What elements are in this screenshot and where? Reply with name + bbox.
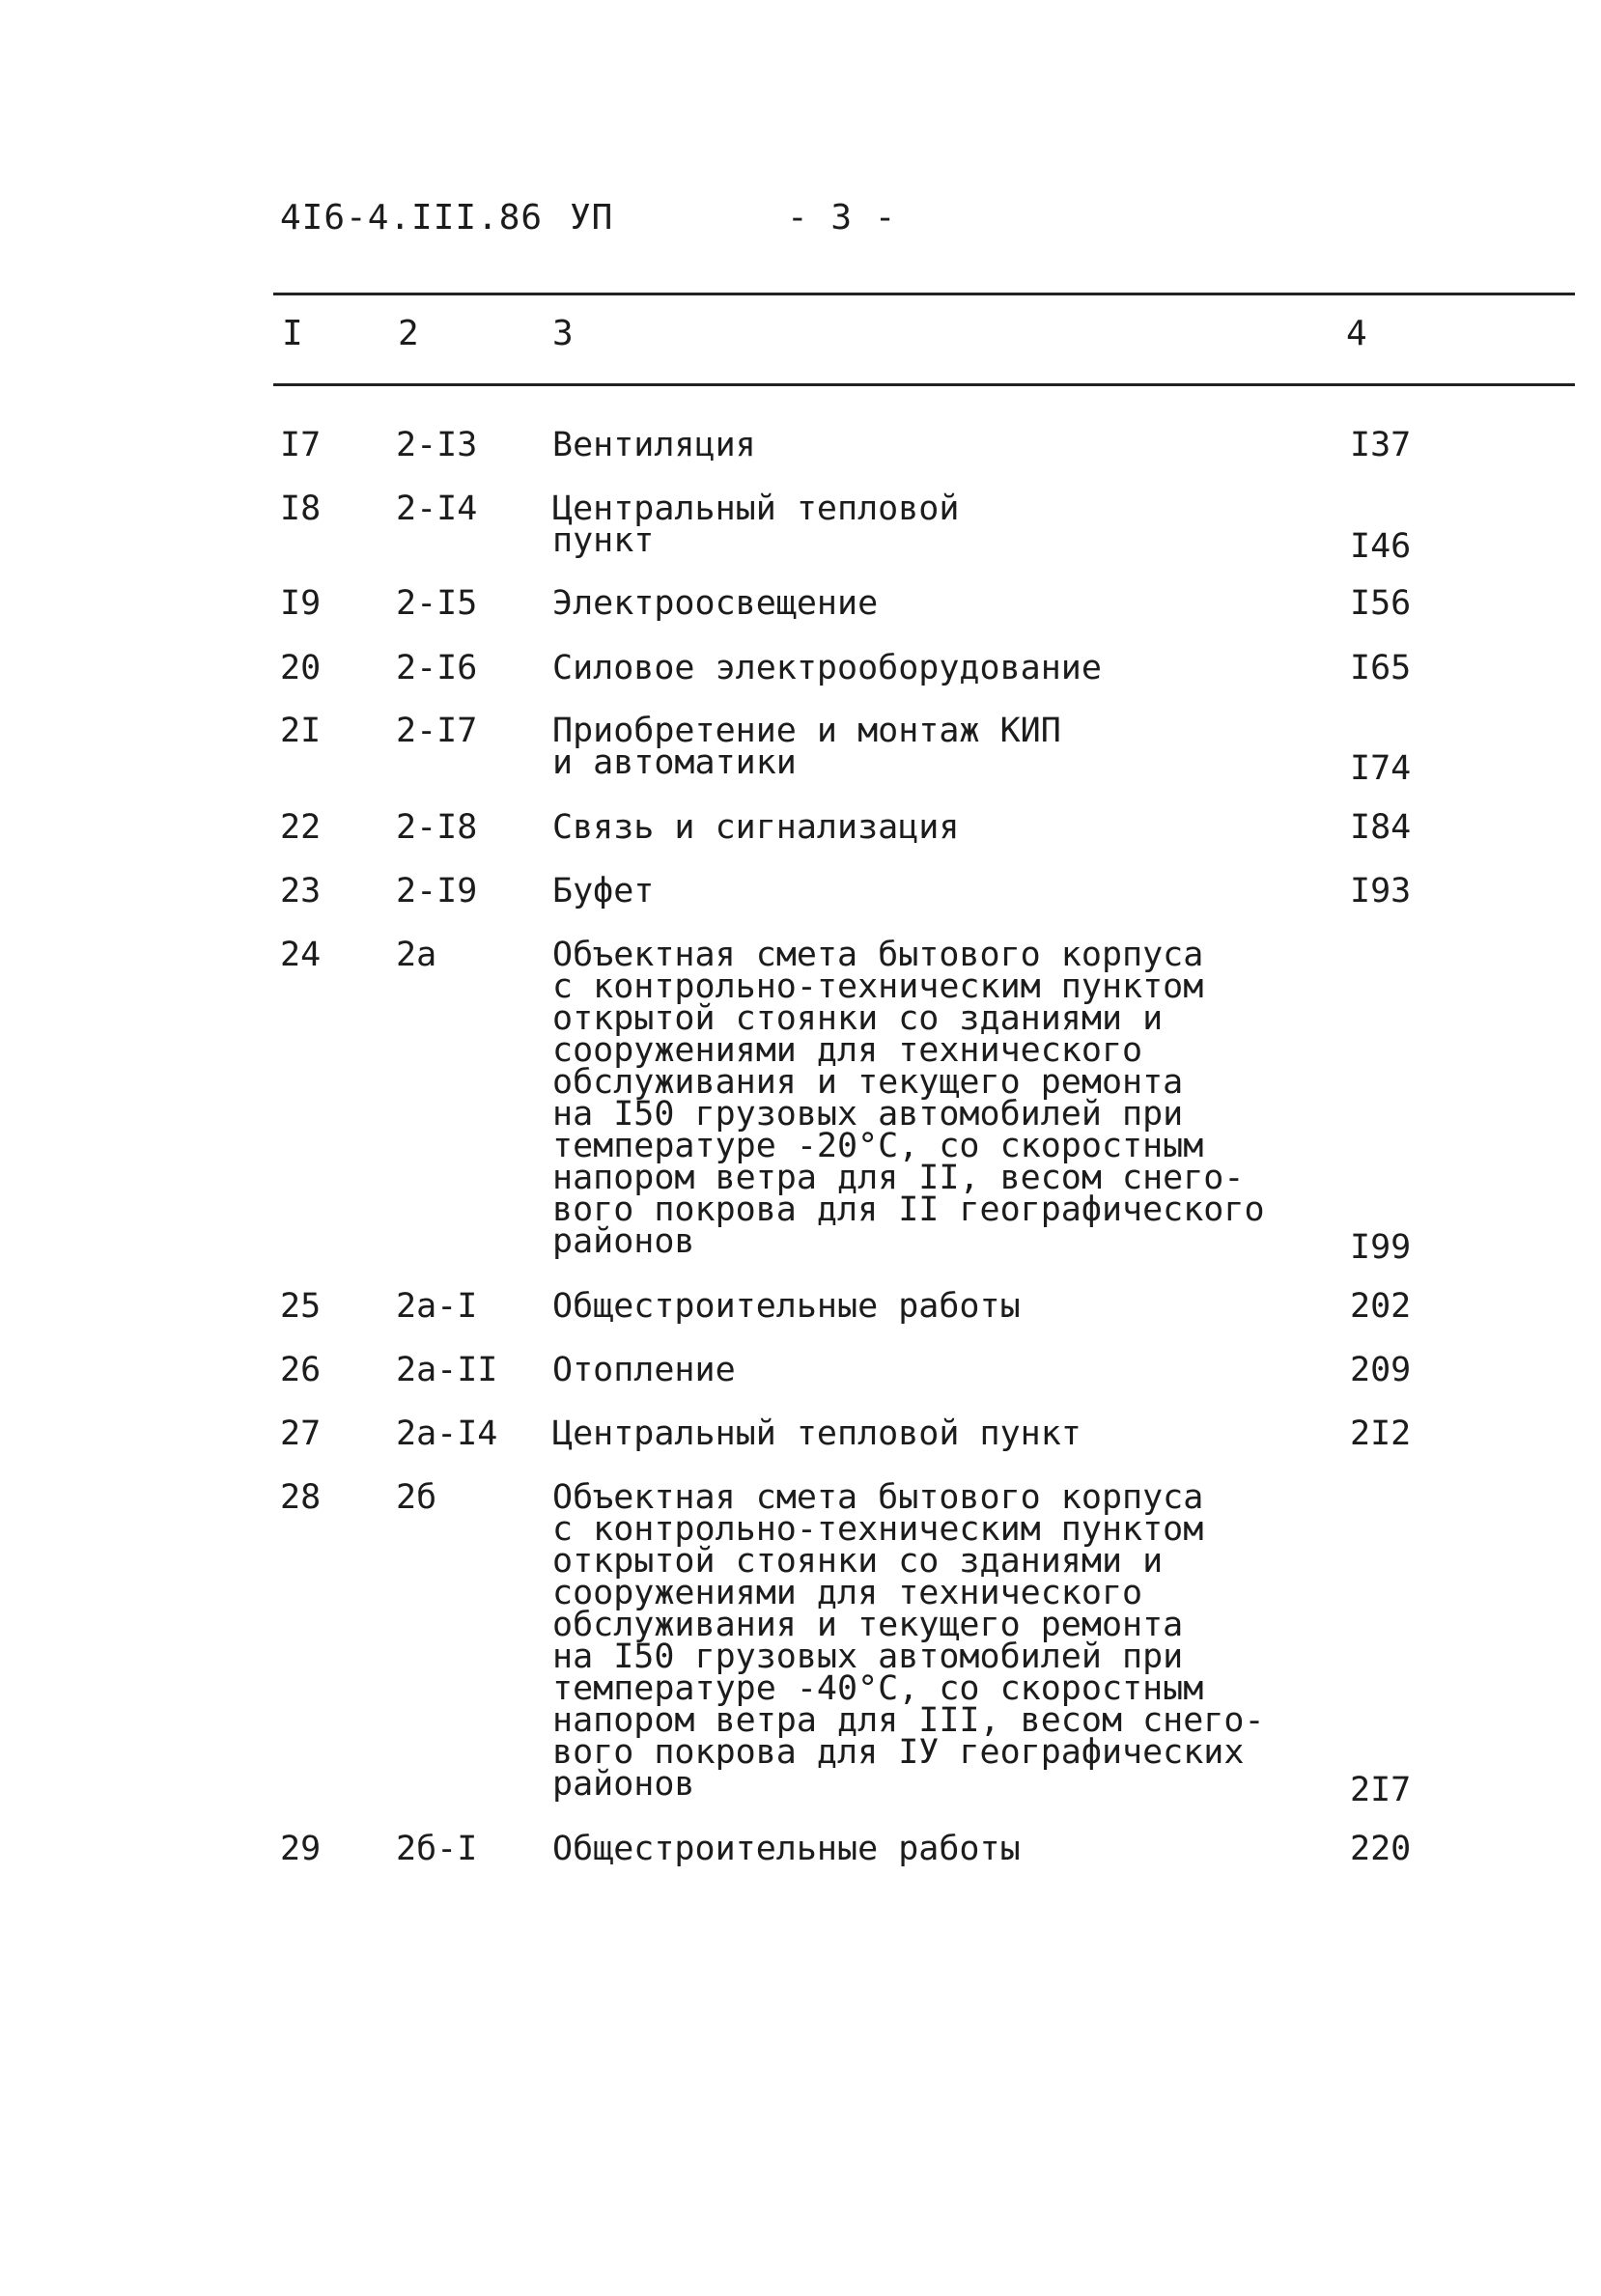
row-code: 2б — [396, 1478, 437, 1517]
row-number: 23 — [280, 872, 322, 910]
row-title-line: обслуживания и текущего ремонта — [552, 1606, 1184, 1644]
row-title-line: напором ветра для III, весом снего- — [552, 1701, 1265, 1740]
column-header-1: I — [282, 314, 303, 353]
row-page: I37 — [1350, 426, 1412, 464]
row-title-line: Центральный тепловой — [552, 490, 960, 528]
row-page: I99 — [1350, 1228, 1412, 1267]
table-header-rule — [273, 383, 1575, 386]
row-number: 22 — [280, 808, 322, 847]
row-page: 2I7 — [1350, 1771, 1412, 1809]
row-number: I7 — [280, 426, 322, 464]
row-title-line: открытой стоянки со зданиями и — [552, 1542, 1164, 1581]
row-title-line: температуре -20°С, со скоростным — [552, 1127, 1204, 1165]
row-title — [552, 712, 1061, 782]
row-code: 2-I4 — [396, 490, 478, 528]
row-code: 2б-I — [396, 1830, 478, 1868]
row-number: 29 — [280, 1830, 322, 1868]
row-title — [552, 808, 960, 847]
row-title-line: Общестроительные работы — [552, 1830, 1021, 1868]
column-header-2: 2 — [398, 314, 419, 353]
row-title-line: Буфет — [552, 872, 655, 910]
row-title-line: Электроосвещение — [552, 584, 879, 623]
row-code: 2-I9 — [396, 872, 478, 910]
row-title — [552, 1830, 1021, 1868]
row-title — [552, 1414, 1081, 1453]
row-page: I46 — [1350, 527, 1412, 566]
row-title — [552, 1351, 736, 1389]
row-title-line: напором ветра для II, весом снего- — [552, 1159, 1245, 1197]
row-title-line: вого покрова для IУ географических — [552, 1733, 1245, 1772]
row-title-line: Приобретение и монтаж КИП — [552, 712, 1061, 750]
row-title-line: температуре -40°С, со скоростным — [552, 1669, 1204, 1708]
row-title — [552, 872, 655, 910]
table-top-rule — [273, 293, 1575, 295]
row-title-line: сооружениями для технического — [552, 1031, 1143, 1070]
section-mark: УП — [570, 198, 614, 238]
row-title-line: с контрольно-техническим пунктом — [552, 967, 1204, 1006]
row-title — [552, 1287, 1021, 1326]
row-title — [552, 426, 756, 464]
row-code: 2а — [396, 936, 437, 974]
row-number: I8 — [280, 490, 322, 528]
row-page: I74 — [1350, 749, 1412, 788]
row-code: 2-I5 — [396, 584, 478, 623]
row-title-line: на I50 грузовых автомобилей при — [552, 1095, 1184, 1134]
row-title-line: сооружениями для технического — [552, 1574, 1143, 1612]
row-title-line: Центральный тепловой пункт — [552, 1414, 1081, 1453]
row-title-line: пункт — [552, 521, 655, 560]
column-header-3: 3 — [552, 314, 574, 353]
row-number: 24 — [280, 936, 322, 974]
row-number: 25 — [280, 1287, 322, 1326]
row-page: I65 — [1350, 649, 1412, 687]
row-title-line: Связь и сигнализация — [552, 808, 960, 847]
page-header — [280, 198, 897, 396]
row-title-line: на I50 грузовых автомобилей при — [552, 1638, 1184, 1676]
row-number: 28 — [280, 1478, 322, 1517]
document-code: 4I6-4.III.86 — [280, 198, 544, 238]
row-title-line: Объектная смета бытового корпуса — [552, 1478, 1204, 1517]
row-title-line: и автоматики — [552, 743, 797, 782]
row-title — [552, 649, 1102, 687]
page-number: - 3 - — [787, 198, 897, 238]
row-title-line: открытой стоянки со зданиями и — [552, 999, 1164, 1038]
row-title-line: районов — [552, 1765, 695, 1804]
row-title-line: Силовое электрооборудование — [552, 649, 1102, 687]
row-title-line: районов — [552, 1222, 695, 1261]
row-page: I84 — [1350, 808, 1412, 847]
row-code: 2-I6 — [396, 649, 478, 687]
row-page: 202 — [1350, 1287, 1412, 1326]
row-code: 2-I7 — [396, 712, 478, 750]
row-number: 20 — [280, 649, 322, 687]
row-title — [552, 1478, 1265, 1804]
row-number: I9 — [280, 584, 322, 623]
row-page: I93 — [1350, 872, 1412, 910]
column-header-4: 4 — [1346, 314, 1367, 353]
row-code: 2а-II — [396, 1351, 498, 1389]
row-title-line: обслуживания и текущего ремонта — [552, 1063, 1184, 1102]
row-title — [552, 936, 1265, 1261]
row-number: 26 — [280, 1351, 322, 1389]
row-code: 2а-I — [396, 1287, 478, 1326]
row-page: 220 — [1350, 1830, 1412, 1868]
row-title-line: Объектная смета бытового корпуса — [552, 936, 1204, 974]
row-page: 2I2 — [1350, 1414, 1412, 1453]
row-title-line: Отопление — [552, 1351, 736, 1389]
row-title-line: Общестроительные работы — [552, 1287, 1021, 1326]
row-page: 209 — [1350, 1351, 1412, 1389]
row-title-line: с контрольно-техническим пунктом — [552, 1510, 1204, 1549]
row-number: 27 — [280, 1414, 322, 1453]
row-number: 2I — [280, 712, 322, 750]
row-title — [552, 584, 879, 623]
row-code: 2-I3 — [396, 426, 478, 464]
row-title — [552, 490, 960, 560]
row-code: 2а-I4 — [396, 1414, 498, 1453]
row-title-line: вого покрова для II географического — [552, 1190, 1265, 1229]
row-page: I56 — [1350, 584, 1412, 623]
row-code: 2-I8 — [396, 808, 478, 847]
row-title-line: Вентиляция — [552, 426, 756, 464]
